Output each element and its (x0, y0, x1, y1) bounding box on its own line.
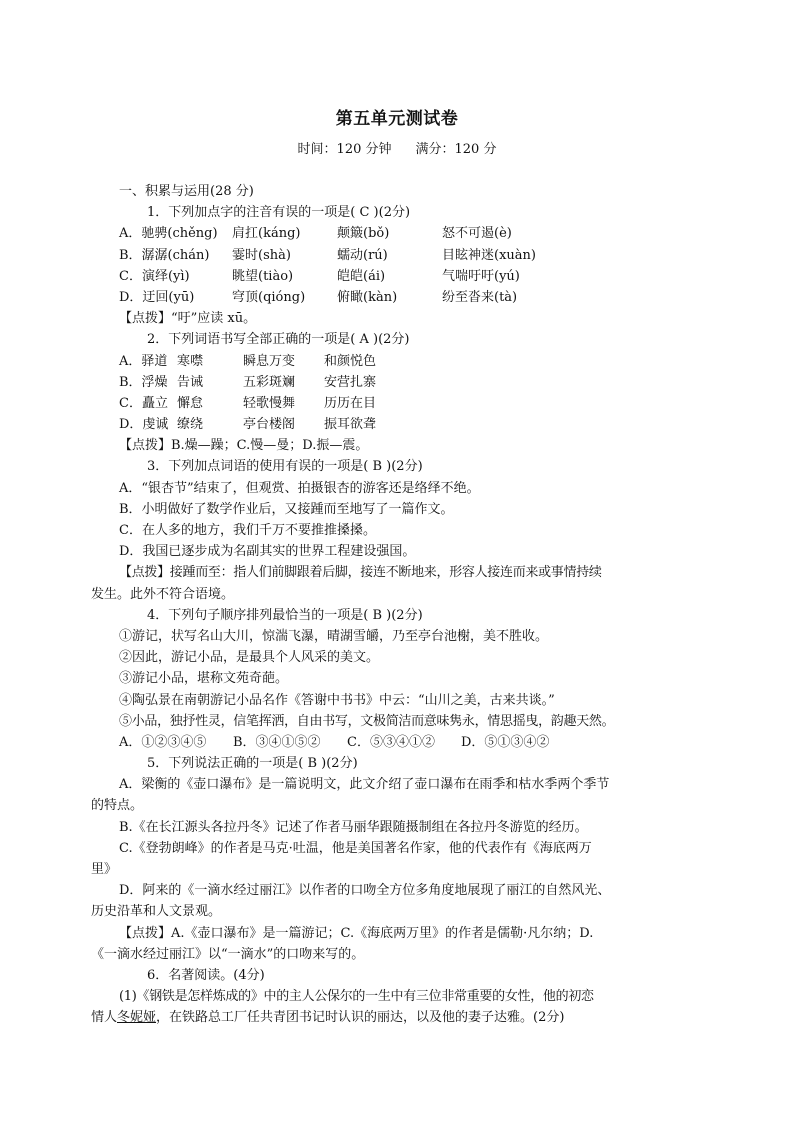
q5-option-cont: 历史沿革和人文景观。 (91, 904, 222, 920)
option-cell: 寒噤 (177, 353, 204, 369)
q1-hint: 【点拨】“吁”应读 xū。 (119, 311, 257, 327)
option-cell: 纷至沓来(tà) (442, 289, 518, 305)
option-cell: B．③④①⑤② (233, 734, 321, 750)
exam-score: 满分：120 分 (415, 142, 497, 157)
q4-item: ①游记，状写名山大川，惊湍飞瀑，晴湖雪皭，乃至亭台池榭，美不胜收。 (119, 628, 549, 644)
q3-option: D．我国已逐步成为名副其实的世界工程建设强国。 (119, 544, 416, 560)
q3-hint-cont: 发生。此外不符合语境。 (91, 586, 235, 602)
option-cell: 振耳欲聋 (324, 417, 377, 433)
q2-option-row (119, 414, 679, 435)
option-cell: B．潺潺(chán) (119, 247, 210, 263)
option-cell: 历历在目 (324, 395, 377, 411)
q2-option-row (119, 351, 679, 372)
option-cell: D．虔诚 (119, 417, 169, 433)
q4-options (119, 732, 679, 753)
question-2-stem: 2．下列词语书写全部正确的一项是( A )(2分) (147, 332, 410, 348)
exam-body (91, 181, 679, 1029)
option-cell: 五彩斑斓 (243, 374, 296, 390)
exam-meta (0, 138, 794, 157)
q1-option-row (119, 266, 679, 287)
q2-option-row (119, 372, 679, 393)
q3-hint: 【点拨】接踵而至：指人们前脚跟着后脚，接连不断地来，形容人接连而来或事情持续 (119, 565, 602, 581)
q2-option-row (119, 393, 679, 414)
option-cell: C．⑤③④①② (347, 734, 435, 750)
q4-item: ③游记小品，堪称文苑奇葩。 (119, 671, 289, 687)
option-cell: D．⑤①③④② (461, 734, 550, 750)
option-cell: 霎时(shà) (232, 247, 291, 263)
option-cell: 穹顶(qióng) (232, 289, 306, 305)
option-cell: 缭绕 (177, 417, 204, 433)
question-3-stem: 3．下列加点词语的使用有误的一项是( B )(2分) (147, 459, 423, 475)
option-cell: 安营扎寨 (324, 374, 377, 390)
q5-option: A．梁衡的《壶口瀑布》是一篇说明文，此文介绍了壶口瀑布在雨季和枯水季两个季节 (119, 777, 610, 793)
option-cell: 气喘吁吁(yú) (442, 268, 520, 284)
q5-option-cont: 的特点。 (91, 798, 144, 814)
underlined-answer: 冬妮娅 (117, 1010, 157, 1026)
q1-option-row (119, 245, 679, 266)
q1-option-row (119, 223, 679, 244)
q2-hint: 【点拨】B.燥—躁；C.慢—曼；D.振—震。 (119, 438, 369, 454)
option-cell: 肩扛(káng) (232, 226, 301, 242)
option-cell: C．演绎(yì) (119, 268, 190, 284)
q3-option: A．“银杏节”结束了，但观赏、拍摄银杏的游客还是络绎不绝。 (119, 480, 480, 496)
question-5-stem: 5．下列说法正确的一项是( B )(2分) (147, 756, 358, 772)
question-4-stem: 4．下列句子顺序排列最恰当的一项是( B )(2分) (147, 607, 423, 623)
q5-option: C.《登勃朗峰》的作者是马克·吐温，他是美国著名作家，他的代表作有《海底两万 (119, 840, 592, 856)
option-cell: 轻歌慢舞 (243, 395, 296, 411)
q5-option-cont: 里》 (91, 862, 118, 877)
q3-option: C．在人多的地方，我们千万不要推推搡搡。 (119, 523, 376, 538)
q5-option: D．阿来的《一滴水经过丽江》以作者的口吻全方位多角度地展现了丽江的自然风光、 (119, 883, 611, 899)
option-cell: A．驰骋(chěng) (119, 226, 218, 242)
option-cell: D．迂回(yū) (119, 289, 195, 305)
option-cell: 蠕动(rú) (337, 247, 388, 263)
q5-option: B.《在长江源头各拉丹冬》记述了作者马丽华跟随摄制组在各拉丹冬游览的经历。 (119, 819, 588, 835)
option-cell: 和颜悦色 (324, 353, 377, 369)
section-heading: 一、积累与运用(28 分) (119, 184, 254, 199)
q5-hint: 【点拨】A.《壶口瀑布》是一篇游记；C.《海底两万里》的作者是儒勒·凡尔纳；D. (119, 925, 594, 941)
option-cell: A．①②③④⑤ (119, 734, 207, 750)
page-title: 第五单元测试卷 (335, 109, 459, 129)
option-cell: A．驿道 (119, 353, 168, 369)
option-cell: 瞬息万变 (243, 353, 296, 369)
option-cell: 俯瞰(kàn) (337, 289, 398, 305)
option-cell: 皑皑(ái) (337, 268, 386, 284)
q4-item: ⑤小品，独抒性灵，信笔挥洒，自由书写，文极简洁而意味隽永，情思摇曳，韵趣天然。 (119, 713, 615, 729)
question-6-stem: 6．名著阅读。(4分) (147, 967, 265, 983)
option-cell: 怒不可遏(è) (442, 226, 512, 242)
option-cell: C．矗立 (119, 395, 168, 411)
option-cell: 告诫 (177, 374, 204, 390)
option-cell: 颠簸(bǒ) (337, 226, 390, 242)
option-cell: 亭台楼阁 (243, 417, 296, 433)
q6-paragraph: (1)《钢铁是怎样炼成的》中的主人公保尔的一生中有三位非常重要的女性，他的初恋 (119, 989, 594, 1005)
option-cell: 眺望(tiào) (232, 268, 294, 284)
q4-item: ②因此，游记小品，是最具个人风采的美文。 (119, 650, 380, 666)
question-1-stem: 1．下列加点字的注音有误的一项是( C )(2分) (147, 205, 411, 221)
exam-time: 时间：120 分钟 (297, 142, 392, 157)
q3-option: B．小明做好了数学作业后，又接踵而至地写了一篇作文。 (119, 501, 454, 517)
option-cell: B．浮燥 (119, 374, 168, 390)
option-cell: 懈怠 (177, 395, 204, 411)
q4-item: ④陶弘景在南朝游记小品名作《答谢中书书》中云：“山川之美，古来共谈。” (119, 692, 555, 708)
option-cell: 目眩神迷(xuàn) (442, 247, 536, 263)
q6-paragraph-cont: 情人冬妮娅，在铁路总工厂任共青团书记时认识的丽达，以及他的妻子达雅。(2分) (91, 1010, 565, 1026)
q1-option-row (119, 287, 679, 308)
q5-hint-cont: 《一滴水经过丽江》以“一滴水”的口吻来写的。 (91, 946, 365, 962)
